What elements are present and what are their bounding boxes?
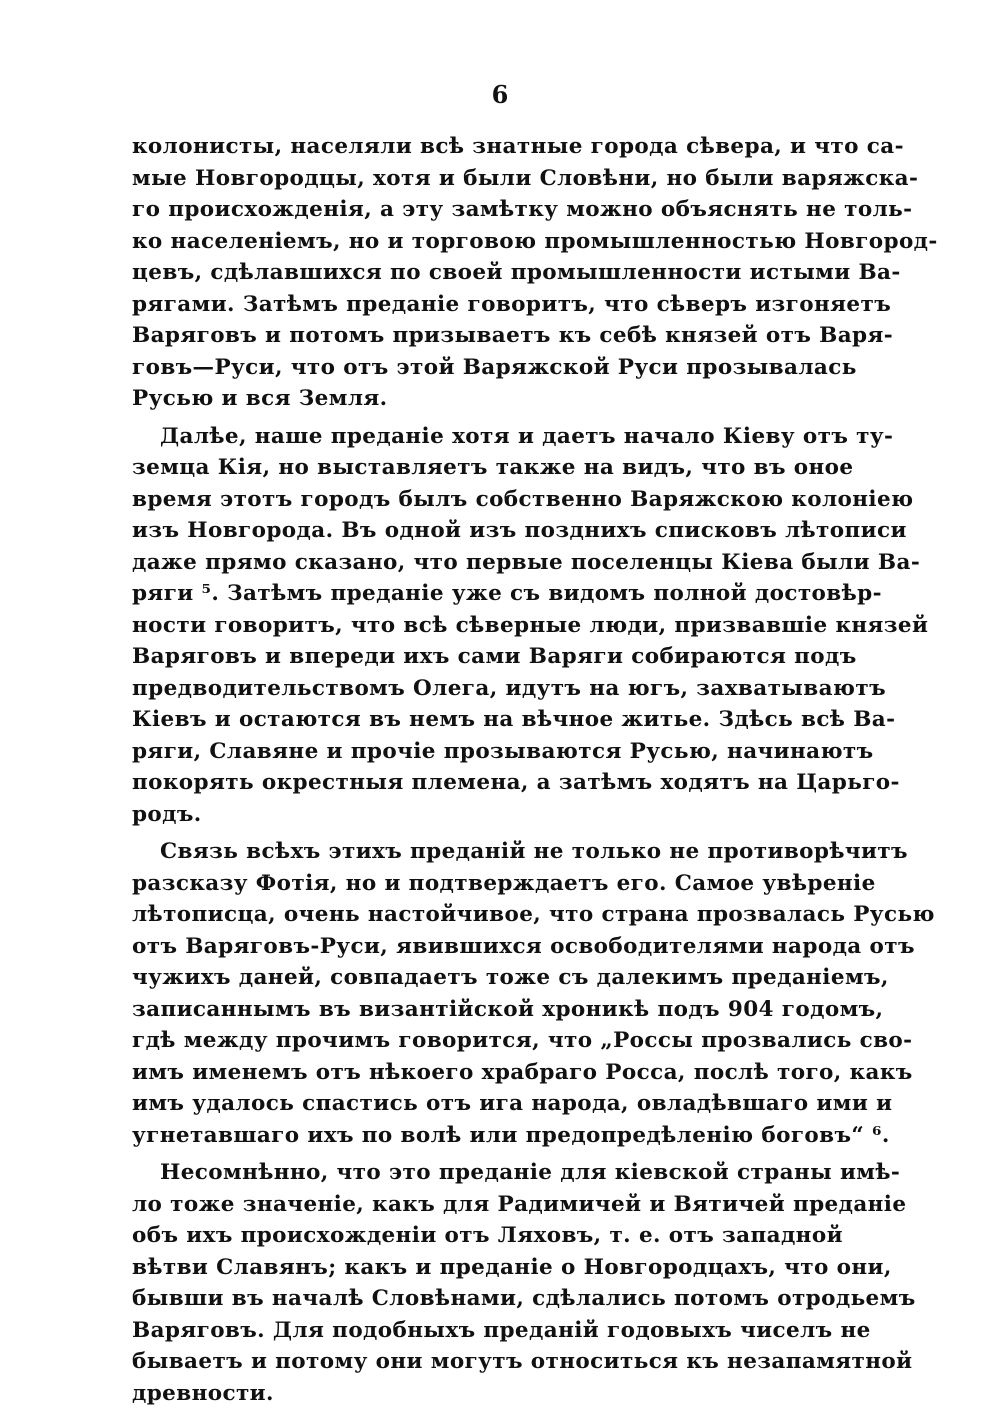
paragraph <box>132 836 822 1151</box>
text-line: гдѣ между прочимъ говорится, что „Россы прозвались сво- <box>132 1025 822 1057</box>
body-text <box>132 131 822 1409</box>
text-line: ло тоже значеніе, какъ для Радимичей и Вятичей преданіе <box>132 1189 822 1221</box>
text-line: бывши въ началѣ Словѣнами, сдѣлались потомъ отродьемъ <box>132 1283 822 1315</box>
text-line: ности говоритъ, что всѣ сѣверные люди, призвавшіе князей <box>132 610 822 642</box>
paragraph <box>132 1157 822 1409</box>
text-line: записаннымъ въ византійской хроникѣ подъ 904 годомъ, <box>132 994 822 1026</box>
text-line: Русью и вся Земля. <box>132 383 822 415</box>
text-line: Далѣе, наше преданіе хотя и даетъ начало Кіеву отъ ту- <box>132 421 822 453</box>
text-line: угнетавшаго ихъ по волѣ или предопредѣленію боговъ“ ⁶. <box>132 1120 822 1152</box>
paragraph <box>132 421 822 831</box>
text-line: го происхожденія, а эту замѣтку можно объяснять не толь- <box>132 194 822 226</box>
text-line: земца Кія, но выставляетъ также на видъ, что въ оное <box>132 452 822 484</box>
text-line: предводительствомъ Олега, идутъ на югъ, захватываютъ <box>132 673 822 705</box>
text-line: лѣтописца, очень настойчивое, что страна прозвалась Русью <box>132 899 822 931</box>
text-line: Варяговъ. Для подобныхъ преданій годовыхъ чиселъ не <box>132 1315 822 1347</box>
text-line: отъ Варяговъ-Руси, явившихся освободителями народа отъ <box>132 931 822 963</box>
text-line: древности. <box>132 1378 822 1409</box>
text-line: чужихъ даней, совпадаетъ тоже съ далекимъ преданіемъ, <box>132 962 822 994</box>
text-line: разсказу Фотія, но и подтверждаетъ его. Самое увѣреніе <box>132 868 822 900</box>
text-line: время этотъ городъ былъ собственно Варяжскою колоніею <box>132 484 822 516</box>
text-line: ряги ⁵. Затѣмъ преданіе уже съ видомъ полной достовѣр- <box>132 578 822 610</box>
text-line: Варяговъ и впереди ихъ сами Варяги собираются подъ <box>132 641 822 673</box>
text-line: имъ удалось спастись отъ ига народа, овладѣвшаго ими и <box>132 1088 822 1120</box>
text-line: имъ именемъ отъ нѣкоего храбраго Росса, послѣ того, какъ <box>132 1057 822 1089</box>
text-line: родъ. <box>132 799 822 831</box>
text-line: цевъ, сдѣлавшихся по своей промышленности истыми Ва- <box>132 257 822 289</box>
text-line: объ ихъ происхожденіи отъ Ляховъ, т. е. отъ западной <box>132 1220 822 1252</box>
text-line: даже прямо сказано, что первые поселенцы Кіева были Ва- <box>132 547 822 579</box>
text-line: вѣтви Славянъ; какъ и преданіе о Новгородцахъ, что они, <box>132 1252 822 1284</box>
text-line: ряги, Славяне и прочіе прозываются Русью, начинаютъ <box>132 736 822 768</box>
text-line: изъ Новгорода. Въ одной изъ позднихъ списковъ лѣтописи <box>132 515 822 547</box>
text-line: говъ—Руси, что отъ этой Варяжской Руси прозывалась <box>132 352 822 384</box>
text-line: Кіевъ и остаются въ немъ на вѣчное житье. Здѣсь всѣ Ва- <box>132 704 822 736</box>
text-line: бываетъ и потому они могутъ относиться къ незапамятной <box>132 1346 822 1378</box>
text-line: Варяговъ и потомъ призываетъ къ себѣ князей отъ Варя- <box>132 320 822 352</box>
text-line: колонисты, населяли всѣ знатные города сѣвера, и что са- <box>132 131 822 163</box>
page-number: 6 <box>0 80 1000 109</box>
text-line: мые Новгородцы, хотя и были Словѣни, но были варяжска- <box>132 163 822 195</box>
text-line: Связь всѣхъ этихъ преданій не только не противорѣчитъ <box>132 836 822 868</box>
text-line: ко населеніемъ, но и торговою промышленностью Новгород- <box>132 226 822 258</box>
text-line: рягами. Затѣмъ преданіе говоритъ, что сѣверъ изгоняетъ <box>132 289 822 321</box>
text-line: покорять окрестныя племена, а затѣмъ ходятъ на Царьго- <box>132 767 822 799</box>
text-line: Несомнѣнно, что это преданіе для кіевской страны имѣ- <box>132 1157 822 1189</box>
paragraph <box>132 131 822 415</box>
